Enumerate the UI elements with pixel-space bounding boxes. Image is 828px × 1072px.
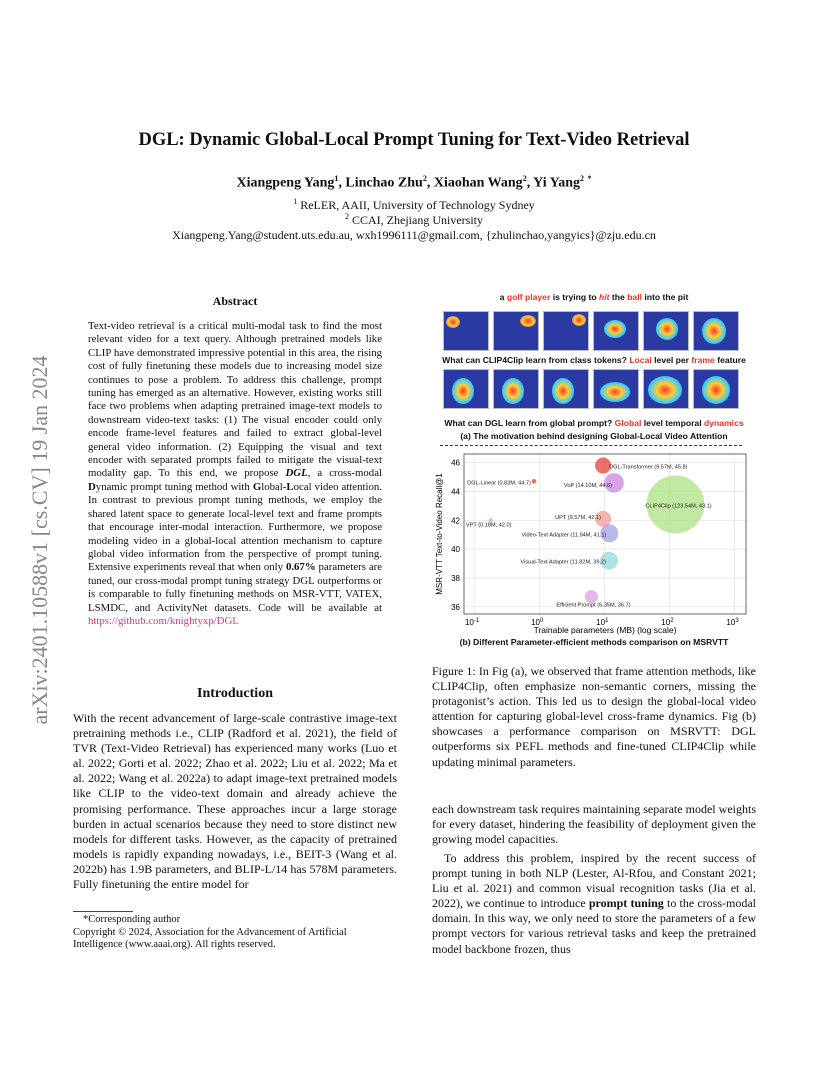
y-axis-label: MSR-VTT Text-to-Video Recall@1 [435,473,444,595]
body-paragraph: each downstream task requires maintaining separate model weights for every dataset, hindering the feasibility of deployment given the growing model capacities. [432,802,756,847]
y-tick-label: 42 [451,516,460,526]
abstract-text: Text-video retrieval is a critical multi-modal task to find the most relevant video for a text query. Although pretrained models like CLIP have demonstrated impressive potential in this area, the rising cost of fully finetuning these models due to increasing model size continues to pose a problem. To address this challenge, prompt tuning has emerged as an alternative. However, existing works still face two problems when adapting pretrained image-text models to downstream video-text tasks: (1) The visual encoder could only encode frame-level features and failed to extract global-level general video information. (2) Equipping the visual and text encoder with separated prompts failed to mitigate the visual-text modality gap. To this end, we propose DGL, a cross-modal Dynamic prompt tuning method with Global-Local video attention. In contrast to previous prompt tuning methods, we employ the shared latent space to generate local-level text and frame prompts that encourage inter-modal interaction. Furthermore, we propose modeling video in a global-local attention mechanism to capture global video information from the perspective of prompt tuning. Extensive experiments reveal that when only 0.67% parameters are tuned, our cross-modal prompt tuning strategy DGL outperforms or is comparable to fully finetuning methods on MSR-VTT, VATEX, LSMDC, and ActivityNet datasets. Code will be available at https://github.com/knightyxp/DGL [88,320,382,627]
y-tick-label: 46 [451,458,460,468]
heatmap-frame [493,369,539,409]
footnote [73,914,397,952]
author-list: Xiangpeng Yang$^1$, Linchao Zhu$^2$, Xiaohan Wang$^2$, Yi Yang$^2$ * [236,174,592,191]
y-tick-label: 44 [451,487,460,497]
author-name: Xiangpeng Yang [236,175,335,191]
heatmap-frame [693,369,739,409]
heatmap-frame [543,311,589,351]
x-tick-label: $10^1$ [596,618,609,627]
figure-caption: Figure 1: In Fig (a), we observed that frame attention methods, like CLIP4Clip, often emphasize non-semantic corners, missing the protagonist’s action. This led us to design the global-local video attention for capturing global-level cross-frame dynamics. Fig (b) showcases a performance comparison on MSRVTT: DGL outperforms six PEFL methods and fine-tuned CLIP4Clip while updating minimal parameters. [432,664,756,769]
figure-question-local: What can CLIP4Clip learn from class tokens? Local level per frame feature [442,355,746,365]
scatter-chart [432,448,756,648]
data-label: DGL-Transformer (9.57M, 45.8) [609,464,688,471]
y-tick-label: 36 [451,602,460,612]
y-tick-label: 40 [451,545,460,555]
figure-subcaption-a: (a) The motivation behind designing Global-Local Video Attention [460,431,728,441]
data-label: VoP (14.10M, 44.6) [563,482,613,489]
data-label: UPT (9.57M, 42.1) [555,514,602,521]
figure-question-global: What can DGL learn from global prompt? Global level temporal dynamics [444,418,744,428]
heatmap-frame [693,311,739,351]
x-tick-label: $10^3$ [726,618,739,627]
data-label: VPT (0.18M, 42.0) [465,522,512,529]
figure-subcaption-b: (b) Different Parameter-efficient methods comparison on MSRVTT [459,637,729,647]
heatmap-frame [593,311,639,351]
y-tick-label: 38 [451,573,460,583]
heatmap-frame [493,311,539,351]
heatmap-frame [643,311,689,351]
figure-top-caption: a golf player is trying to hit the ball into the pit [499,292,689,302]
data-label: DGL-Linear (0.83M, 44.7) [467,480,531,487]
heatmap-frame [543,369,589,409]
data-label: Visual-Text Adapter (11.82M, 39.2) [520,559,607,566]
x-tick-label: $10^{-1}$ [464,618,480,627]
body-paragraph: To address this problem, inspired by the recent success of prompt tuning in both NLP (Lester, Al-Rfou, and Constant 2021; Liu et al. 2021) and common visual recognition tasks (Jia et al. 2022), we continue to introduce prompt tuning to the cross-modal domain. In this way, we only need to store the parameters of a few prompt vectors for various retrieval tasks and keep the pretrained model backbone frozen, thus [432,851,756,956]
intro-heading: Introduction [197,686,273,701]
affiliation-1: $^1$ ReLER, AAII, University of Technology Sydney [293,197,535,212]
data-point [585,590,598,603]
intro-text: With the recent advancement of large-scale contrastive image-text pretraining methods i.e., CLIP (Radford et al. 2021), the field of TVR (Text-Video Retrieval) has experienced many works (Luo et al. 2022; Gorti et al. 2022; Zhao et al. 2022; Liu et al. 2022; Ma et al. 2022; Wang et al. 2022a) to adapt image-text pretrained models like CLIP to the video-text domain and already achieve the promising performance. These approaches incur a large storage burden in actual scenarios because they need to store distinct new models for different tasks. However, as the capacity of pretrained models is rapidly expanding nowadays, i.e., BEIT-3 (Wang et al. 2022b) has 1.9B parameters, and BLIP-L/14 has 578M parameters. Fully finetuning the entire model for [73,711,397,892]
code-link[interactable]: https://github.com/knightyxp/DGL [88,614,239,627]
heatmap-frame [593,369,639,409]
heatmap-frame [643,369,689,409]
abstract-heading: Abstract [212,294,258,308]
arxiv-stamp: arXiv:2401.10588v1 [cs.CV] 19 Jan 2024 [27,355,52,725]
data-label: Efficient Prompt (6.35M, 36.7) [556,602,631,609]
affiliation-2: $^2$ CCAI, Zhejiang University [345,212,483,227]
author-name: Xiaohan Wang [433,175,523,191]
data-point [532,479,537,484]
data-label: Video-Text Adapter (11.94M, 41.1) [521,532,607,539]
x-tick-label: $10^2$ [661,618,674,627]
author-name: Linchao Zhu [345,175,423,191]
footnote-rule [73,911,133,912]
corresponding-author-note: *Corresponding author [83,914,181,925]
author-name: Yi Yang [533,175,580,191]
data-label: CLIP4Clip (123.54M, 43.1) [645,503,712,510]
copyright-notice: Copyright © 2024, Association for the Advancement of Artificial Intelligence (www.aaai.org). All rights reserved. [73,926,347,950]
x-axis-label: Trainable parameters (MB) (log scale) [533,625,677,635]
heatmap-frame [443,369,489,409]
paper-title: DGL: Dynamic Global-Local Prompt Tuning for Text-Video Retrieval [138,130,690,150]
x-tick-label: $10^0$ [531,618,544,627]
figure-divider [440,445,742,446]
author-emails: Xiangpeng.Yang@student.uts.edu.au, wxh1996111@gmail.com, {zhulinchao,yangyics}@zju.edu.cn [172,228,656,242]
heatmap-frame [443,311,489,351]
